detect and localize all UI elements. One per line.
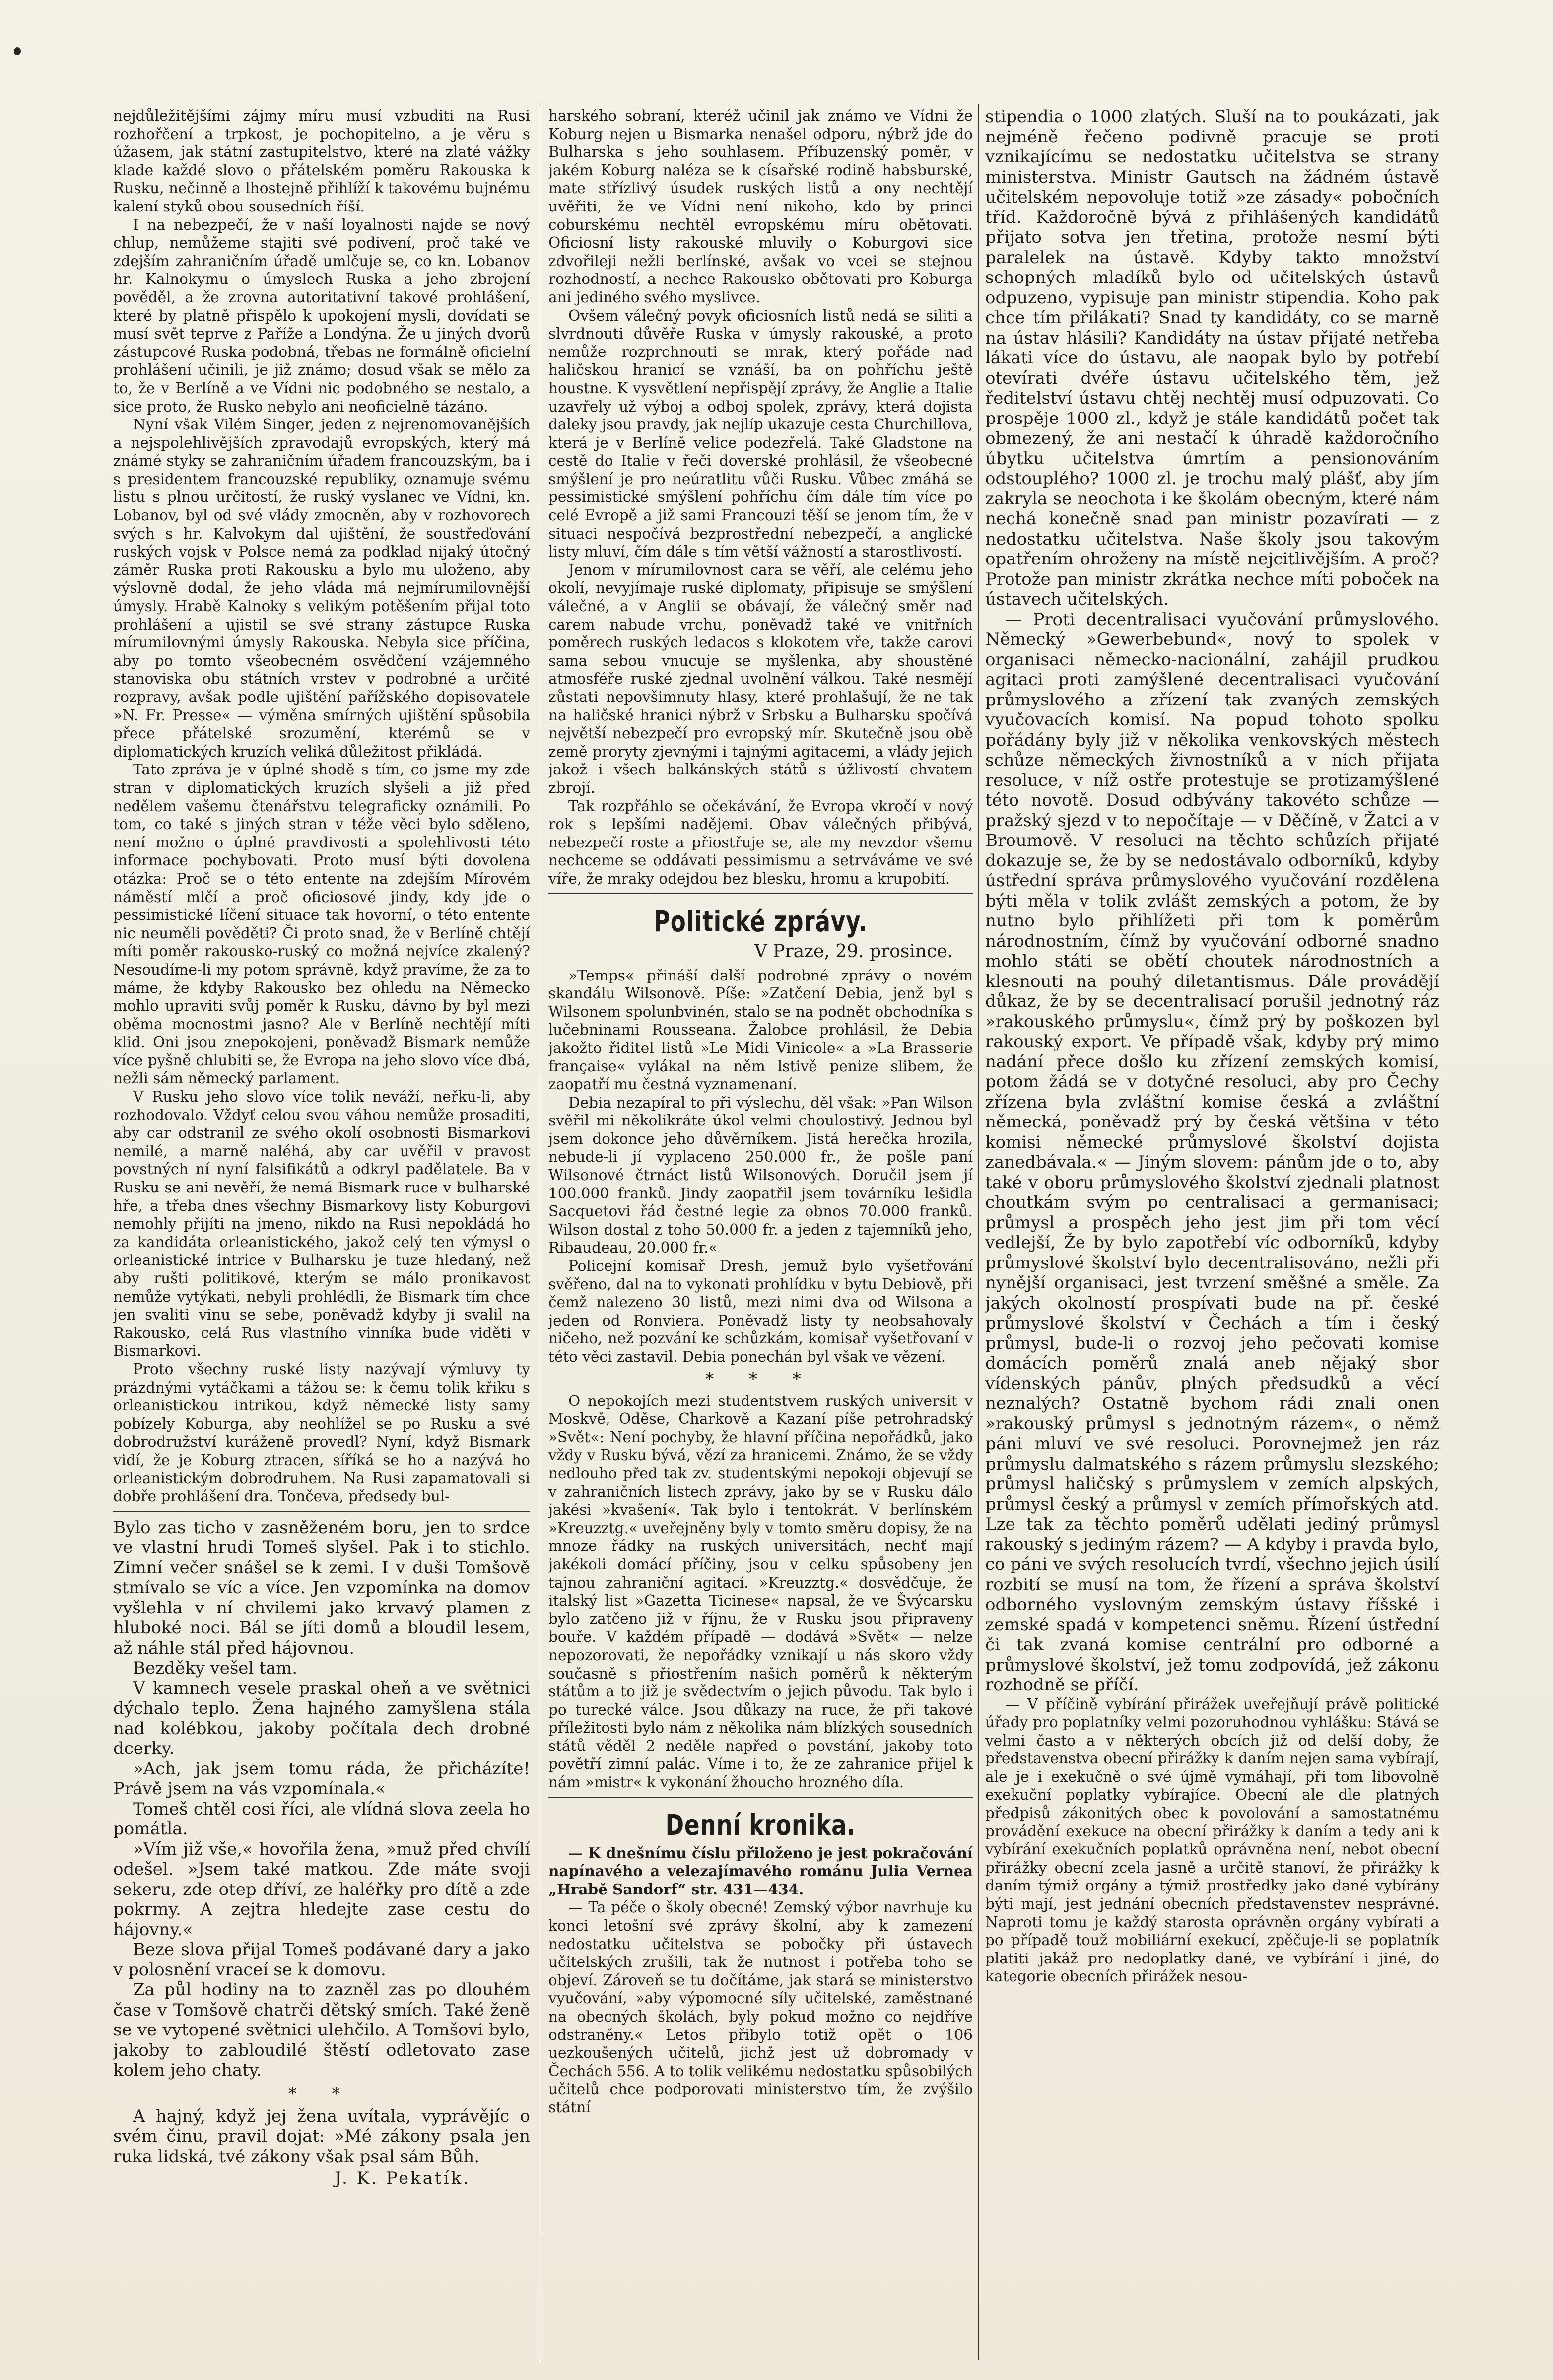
kronika-paragraph: — Ta péče o školy obecné! Zemský výbor navrhuje ku konci letošní své zprávy školní, aby k zamezení nedostatku učitelstva se pobočky při ústavech učitelských zrušili, tak že nutnost i potřeba toho se objeví. Zároveň se tu dočítáme, jak stará se ministerstvo vyučování, »aby výpomocné síly učitelské, zaměstnané na obecných školách, byly pokud možno co nejdříve odstraněny.« Letos přibylo totiž opět o 106 uezkoušených učitelů, jichž jest už dobromady v Čechách 556. A to tolik velikému nedostatku spůsobilých učitelů chce podporovati ministerstvo tím, že zvýšilo státní bbox=[548, 1899, 973, 2116]
article-paragraph: harského sobraní, kteréž učinil jak známo ve Vídni že Koburg nejen u Bismarka nenašel odporu, nýbrž jde do Bulharska s jeho souhlasem. Příbuzenský poměr, v jakém Koburg naléza se k císařské rodině habsburské, mate střízlivý úsudek ruských listů a ony nechtějí uvěřiti, že ve Vídni není nikoho, kdo by princi coburskému nechtěl evropskému míru obětovati. Oficiosní listy rakouské mluvily o Koburgovi sice zdvořileji nežli berlínské, avšak vo vcei se stejnou rozhodností, a nechce Rakousko obětovati pro Koburga ani jediného svého myslivce. bbox=[548, 107, 973, 306]
article-paragraph: nejdůležitějšími zájmy míru musí vzbuditi na Rusi rozhořčení a trpkost, je pochopitelno, a je věru s úžasem, jak státní zastupitelstvo, které na zlaté vážky klade každé slovo o přátelském poměru Rakouska k Rusku, nečinně a lhostejně přihlíží k takovému bujnému kalení styků obou sousedních říší. bbox=[113, 107, 530, 215]
article-paragraph: Jenom v mírumilovnost cara se věří, ale celému jeho okolí, nevyjímaje ruské diplomaty, připisuje se smýšlení válečné, a v Anglii se obávají, že válečný směr nad carem nabude vrchu, poněvadž také ve vnitřních poměrech ruských ledacos s klokotem vře, takže carovi sama sebou vnucuje se myšlenka, aby shoustěné atmosféře ruské zjednal uvolnění válkou. Také nesmějí zůstati nepovšimnuty hlasy, které prohlašují, že ne tak na haličské hranici nýbrž v Srbsku a Bulharsku spočívá největší nebezpečí pro evropský mír. Skutečně jsou obě země proryty zjevnými i tajnými agitacemi, a vlády jejich jakož i všech balkánských států s úžlivostí chvatem zbrojí. bbox=[548, 561, 973, 796]
column-rule bbox=[978, 104, 979, 2360]
article-paragraph: Ovšem válečný povyk oficiosních listů nedá se siliti a slvrdnouti důvěře Ruska v úmysly rakouské, a proto nemůže rozprchnouti se mrak, který pořáde nad haličskou hranicí se vznáší, ba on pohříchu ještě houstne. K vysvětlení nepřispějí zprávy, že Anglie a Italie uzavřely už výboj a odboj spolek, zprávy, která dojista daleky jsou pravdy, jak nejlíp ukazuje cesta Churchillova, která je v Berlíně velice podezřelá. Také Gladstone na cestě do Italie v řeči doverské prohlásil, že všeobecné smýšlení je pro neúratlitu vůči Rusku. Vůbec zmáhá se pessimistické smýšlení pohříchu čím dále tím více po celé Evropě a již sami Francouzi těší se jenom tím, že v situaci nespočívá bezprostřední nebezpečí, a anglické listy mluví, čím dále s tím větší vážností a starostlivostí. bbox=[548, 307, 973, 560]
kronika-paragraph: — V příčině vybírání přirážek uveřejňují právě politické úřady pro poplatníky velmi pozoruhodnou vyhlášku: Stává se velmi často a v některých obcích již od delší doby, že představenstva obecní přirážky k daním nejen sama vybírají, ale je i exekučně o své újmě vymáhají, při tom libovolně exekuční poplatky vybírajíce. Obecní ale dle platných předpisů zákonitých obec k povolování a samostatnému provádění exekuce na obecní přirážky k daním a tedy ani k vybírání exekučních poplatků oprávněna není, nebot obecní přirážky obecní zcela jasně a určitě stanoví, že přirážky k daním týmiž orgány a týmiž prostředky jako dané vybírány býti mají, jest jednání obecních představenstev nesprávné. Naproti tomu je každý starosta oprávněn orgány vybírati a po případě touž mobiliární exekucí, zpěčuje-li se poplatník platiti jakáž pro nedoplatky dané, ve vybírání i jiné, do kategorie obecních přirážek nesou- bbox=[985, 1695, 1439, 1985]
section-heading-denni-kronika: Denní kronika. bbox=[665, 1808, 856, 1842]
section-stars: * * bbox=[288, 2083, 355, 2103]
story-paragraph: Bylo zas ticho v zasněženém boru, jen to srdce ve vlastní hrudi Tomeš slyšel. Pak i to stichlo. Zimní večer snášel se k zemi. I v duši Tomšově stmívalo se víc a více. Jen vzpomínka na domov vyšlehla v ní chvilemi jako krvavý plamen z hluboké noci. Bál se jíti domů a bloudil lesem, až náhle stál před hájovnou. bbox=[113, 1517, 530, 1658]
kronika-paragraph: — Proti decentralisaci vyučování průmyslového. Německý »Gewerbebund«, nový to spolek v organisaci německo-nacionální, zahájil prudkou agitaci proti zamýšlené decentralisaci vyučování průmyslového a zřízení tak zvaných zemských vyučovacích komisí. Na popud tohoto spolku pořádány byly již v několika venkovských městech schůze německých živnostníků a v nich přijata resoluce, v níž ostře protestuje se protizamýšlené této novotě. Dosud odbývány takovéto schůze — pražský sjezd v to nepočítaje — v Děčíně, v Žatci a v Broumově. V resoluci na těchto schůzích přijaté dokazuje se, že by se nedostávalo odborníků, kdyby ústřední správa průmyslového vyučování rozdělena býti měla v tolik zvlášt zemských a potom, že by nutno bylo přihlížeti při tom k poměrům národnostním, čímž by vyučování odborné snadno mohlo státi se obětí choutek národnostních a klesnouti na pouhý diletantismus. Dále provádějí důkaz, že by se decentralisací porušil jednotný ráz »rakouského průmyslu«, čímž prý by poškozen byl rakouský export. Ve případě však, kdyby prý mimo nadání přece došlo ku zřízení zemských komisí, potom žádá se v dotyčné resoluci, aby pro Čechy zřízena byla zvláštní komise česká a zvláštní německá, poněvadž prý by česká většina v této komisi německé průmyslové školství dojista zanedbávala.« — Jiným slovem: pánům jde o to, aby také v oboru průmyslového školství zjednali platnost choutkám svým po centralisaci a germanisaci; průmysl a prospěch jeho jest jim při tom věcí vedlejší, Že by bylo zapotřebí víc odborníků, kdyby průmyslové školství bylo decentralisováno, nežli při nynější organisaci, jest tvrzení směšné a směle. Za jakých okolností prospívati bude na př. české průmyslové školství v Čechách a tím i český průmysl, bude-li o rozvoj jeho pečovati komise domácích poměrů znalá aneb nějaký sbor vídenských pánův, plných předsudků a věcí neznalých? Ostatně bychom rádi znali onen »rakouský průmysl s jednotným rázem«, o němž páni mluví ve své resoluci. Porovnejmež jen ráz průmyslu dalmatského s rázem průmyslu slezského; průmysl haličský s průmyslem v zemích alpských, průmysl český a průmysl v zemích přímořských atd. Lze tak za těchto poměrů udělati jediný průmysl rakouský s jediným rázem? — A kdyby i pravda bylo, co páni ve svých resolucích tvrdí, všechno jejich úsilí rozbití se musí na tom, že řízení a správa školství odborného vyslovným zemským ústavy říšské i zemské spadá v kompetenci sněmu. Řízení ústřední či tak zvaná komise centrální pro odborné a průmyslové školství, jež tomu zodpovídá, jež zákonu rozhodně se příčí. bbox=[985, 609, 1439, 1695]
news-paragraph: O nepokojích mezi studentstvem ruských universit v Moskvě, Oděse, Charkově a Kazaní píše petrohradský »Svět«: Není pochyby, že hlavní příčina nepořádků, jako vždy v Rusku bývá, vězí za hranicemi. Známo, že se vždy nedlouho před tak zv. studentskými nepokoji objevují se v zahraničních listech zprávy, jako by se v Rusku dálo jakési »kvašení«. Tak bylo i tentokrát. V berlínském »Kreuzztg.« uveřejněny byly v tomto směru dopisy, že na mnoze řádky na ruských universitách, nechť mají jakékoli domácí příčiny, jsou v celku spůsobeny jen tajnou zahraniční agitací. »Kreuzztg.« dosvědčuje, že italský list »Gazetta Ticinese« napsal, že ve Švýcarsku bylo zatčeno již v říjnu, že v Rusku jsou připraveny bouře. V každém případě — dodává »Svět« — nelze nepozorovati, že nepořádky vznikají u nás skoro vždy současně s přiostřením našich poměrů k některým státům a to již je svědectvím o jejich původu. Tak bylo i po turecké válce. Jsou důkazy na ruce, že při takové příležitosti bylo nám z několika nám blízkých sousedních států věděl 2 neděle napřed o povstání, jakoby toto povětří zimní palác. Víme i to, že ze zahranice přijel k nám »mistr« k vykonání žhoucho hrozného díla. bbox=[548, 1392, 973, 1791]
story-paragraph: »Ach, jak jsem tomu ráda, že přicházíte! Právě jsem na vás vzpomínala.« bbox=[113, 1758, 530, 1799]
story-paragraph: Tomeš chtěl cosi říci, ale vlídná slova zeela ho pomátla. bbox=[113, 1799, 530, 1839]
column-2 bbox=[548, 107, 973, 2360]
column-1 bbox=[113, 107, 530, 2360]
story-paragraph: V kamnech vesele praskal oheň a ve světnici dýchalo teplo. Žena hajného zamyšlena stála nad kolébkou, jakoby počítala dech drobné dcerky. bbox=[113, 1678, 530, 1759]
story-paragraph: A hajný, když jej žena uvítala, vyprávějíc o svém činu, pravil dojat: »Mé zákony psala jen ruka lidská, tvé zákony však psal sám Bůh. bbox=[113, 2106, 530, 2167]
story-paragraph: »Vím již vše,« hovořila žena, »muž před chvílí odešel. »Jsem také matkou. Zde máte svoji sekeru, zde otep dříví, ze haléřky pro dítě a zde pokrmy. A zejtra hledejte zase cestu do hájovny.« bbox=[113, 1839, 530, 1940]
author-signature: J. K. Pekatík. bbox=[335, 2169, 471, 2189]
kronika-paragraph: stipendia o 1000 zlatých. Sluší na to poukázati, jak nejméně řečeno podivně pracuje se proti vznikajícímu se nedostatku učitelstva se strany ministerstva. Ministr Gautsch na žádném ústavě učitelském nepovoluje totiž »ze zásady« pobočních tříd. Každoročně bývá z přihlášených kandidátů přijato sotva jen třetina, protože nesmí býti paralelek na ústavě. Kdyby takto množství schopných mladíků bylo od učitelských ústavů odpuzeno, vypisuje pan ministr stipendia. Koho pak chce tím přilákati? Snad ty kandidáty, co se marně na ústav hlásili? Kandidáty na ústav přijaté netřeba lákati více do ústavu, ale naopak bylo by potřebí otevírati dvéře ústavu učitelského těm, jež ředitelství ústavu chtěj nechtěj musí odpuzovati. Co prospěje 1000 zl., když je stále kandidátů počet tak obmezený, že ani nestačí k úhradě každoročního úbytku učitelstva úmrtím a pensionováním odstouplého? 1000 zl. je trochu malý plášť, aby jím zakryla se neochota i ke školám obecným, které nám nechá konečně snad pan ministr pozavírati — z nedostatku učitelstva. Naše školy jsou takovým opatřením ohroženy na místě nejcitlivějším. A proč? Protože pan ministr zkrátka nechce míti poboček na ústavech učitelských. bbox=[985, 107, 1439, 609]
section-heading-politicke-zpravy: Politické zprávy. bbox=[653, 904, 868, 938]
section-divider bbox=[548, 893, 973, 894]
story-paragraph: Bezděky vešel tam. bbox=[133, 1658, 298, 1679]
ink-dot bbox=[14, 47, 21, 55]
feuilleton bbox=[113, 1518, 530, 2189]
news-paragraph: Debia nezapíral to při výslechu, děl však: »Pan Wilson svěřil mi několikráte úkol velmi choulostivý. Jednou byl jsem dokonce jeho důvěrníkem. Jistá herečka hrozila, nebude-li jí vyplaceno 250.000 fr., že pošle paní Wilsonové čtrnáct listů Wilsonových. Doručil jsem jí 100.000 franků. Jindy zaopatřil jsem továrníku lešidla Sacquetovi řád čestné legie za obnos 70.000 franků. Wilson dostal z toho 50.000 fr. a jeden z tajemníků jeho, Ribaudeau, 20.000 fr.« bbox=[548, 1094, 973, 1257]
section-divider bbox=[548, 1797, 973, 1798]
article-paragraph: I na nebezpečí, že v naší loyalnosti najde se nový chlup, nemůžeme stajiti své podivení, proč také ve zdejším zahraničním úřadě umlčuje se, co kn. Lobanov hr. Kalnokymu o úmyslech Ruska a jeho zbrojení pověděl, a že zrovna autoritativní takové prohlášení, které by platně přispělo k upokojení mysli, dovídati se musí svět teprve z Paříže a Londýna. Že u jiných dvorů zástupcové Ruska podobná, třebas ne formálně oficielní prohlášení učinili, je již známo; dosud však se mělo za to, že v Berlíně a ve Vídni nic podobného se nestalo, a sice proto, že Rusko nebylo ani neoficielně tázáno. bbox=[113, 216, 530, 415]
article-paragraph: Nyní však Vilém Singer, jeden z nejrenomovanějších a nejspolehlivějších zpravodajů evropských, který má známé styky se zahraničním úřadem francouzským, ba i s presidentem francouzské republiky, oznamuje svému listu s plnou určitostí, že ruský vyslanec ve Vídni, kn. Lobanov, byl od své vlády zmocněn, aby v rozhovorech svých s hr. Kalvokym dal ujištění, že soustřeďování ruských vojsk v Polsce nemá za podklad nijaký útočný záměr Ruska proti Rakousku a bylo mu uloženo, aby výslovně dodal, že jeho vláda má nejmírumilovnější úmysly. Hrabě Kalnoky s velikým potěšením přijal toto prohlášení a ujistil se své strany zástupce Ruska mírumilovnými úmysly Rakouska. Nebyla sice příčina, aby po tomto všeobecném osvědčení vzájemného stanoviska obu státních vrstev v podrobné a určité rozpravy, avšak podle ujištění pařížského dopisovatele »N. Fr. Presse« — výměna smírných ujištění spůsobila přece přátelské srozumění, kterémů se v diplomatických kruzích veliká důležitost přikládá. bbox=[113, 416, 530, 760]
section-stars: * * * bbox=[705, 1369, 816, 1389]
article-paragraph: V Rusku jeho slovo více tolik neváží, neřku-li, aby rozhodovalo. Vždyť celou svou váhou nemůže prosaditi, aby car odstranil ze svého okolí osobnosti Bismarkovi nemilé, a marně naléhá, aby car uvěřil v pravost povstných ní nyní falsifikátů a odkryl padělatele. Ba v Rusku se ani nevěří, že nemá Bismark ruce v bulharské hře, a třeba dnes všechny Bismarkovy listy Koburgovi nemohly přijíti na jmeno, nikdo na Rusi nepokládá ho za kandidáta orleanistického, jakož celý ten výmysl o orleanistické intrice v Bulharsku je tuze hledaný, než aby rušti politikové, kterým se málo pronikavost nemůže vytýkati, nebyli prohlédli, že Bismark tím chce jen svaliti vinu se sebe, poněvadž kdyby ji svalil na Rakousko, celá Rus vlastního vinníka bude viděti v Bismarkovi. bbox=[113, 1088, 530, 1360]
news-paragraph: Policejní komisař Dresh, jemuž bylo vyšetřování svěřeno, dal na to vykonati prohlídku v bytu Debiově, při čemž nalezeno 30 listů, mezi nimi dva od Wilsona a jeden od Ronviera. Poněvadž listy ty neobsahovaly ničeho, než pozvání ke schůzkám, komisař vyšetřovaní v této věci zastavil. Debia ponechán byl však ve vězení. bbox=[548, 1258, 973, 1365]
feuilleton-divider bbox=[113, 1511, 530, 1512]
dateline: V Praze, 29. prosince. bbox=[754, 941, 953, 962]
story-paragraph: Za půl hodiny na to zazněl zas po dlouhém čase v Tomšově chatrči dětský smích. Také ženě se ve vytopené světnici ulehčilo. A Tomšovi bylo, jakoby to zabloudilé štěstí odletovato zase kolem jeho chaty. bbox=[113, 1980, 530, 2081]
kronika-paragraph: — K dnešnímu číslu přiloženo je jest pokračování napínavého a velezajímavého románu Julia Vernea „Hrabě Sandorf“ str. 431—434. bbox=[548, 1844, 973, 1898]
article-paragraph: Tak rozpřáhlo se očekávání, že Evropa vkročí v nový rok s lepšími nadějemi. Obav válečných přibývá, nebezpečí roste a přiostřuje se, ale my nevzdor všemu nechceme se oddávati pessimismu a setrváváme ve své víře, že mraky odejdou bez blesku, hromu a krupobití. bbox=[548, 797, 973, 887]
article-paragraph: Tato zpráva je v úplné shodě s tím, co jsme my zde stran v diplomatických kruzích slyšeli a již před nedělem vašemu čtenářstvu telegraficky oznámili. Po tom, co také s jiných stran v téže věci bylo sděleno, není možno o úplné pravdivosti a spolehlivosti této informace pochybovati. Proto musí býti dovolena otázka: Proč se o této entente na zdejším Mírovém náměstí mlčí a proč oficiosové jindy, kdy jde o pessimistické líčení situace tak hovorní, o této entente nic neuměli pověděti? Či proto snad, že v Berlíně chtějí míti poměr rakousko-ruský co možná nejvíce zkalený? Nesoudíme-li my potom správně, když pravíme, že za to máme, že kdyby Rakousko bez ohledu na Německo mohlo upraviti svůj poměr k Rusku, dávno by byl mezi oběma mocnostmi jasno? Ale v Berlíně nechtějí míti klid. Oni jsou znepokojeni, poněvadž Bismark nemůže více pyšně chlubiti se, že Evropa na jeho slovo více dbá, nežli sám německý parlament. bbox=[113, 761, 530, 1087]
column-3 bbox=[985, 107, 1439, 2360]
article-paragraph: Proto všechny ruské listy nazývají výmluvy ty prázdnými vytáčkami a tážou se: k čemu tolik křiku s orleanistickou intrikou, když německé listy samy pobízely Koburga, aby neohlížel se po Rusku a své dobrodružství kuráženě provedl? Nyní, když Bismark vidí, že je Koburg ztracen, síříká se ho a nazývá ho orleanistickým dobrodruhem. Na Rusi zapamatovali si dobře prohlášení dra. Tončeva, předsedy bul- bbox=[113, 1360, 530, 1505]
news-paragraph: »Temps« přináší další podrobné zprávy o novém skandálu Wilsonově. Píše: »Zatčení Debia, jenž byl s Wilsonem spolunbvinén, stalo se na podnět obchodníka s lučebninami Rousseana. Žalobce prohlásil, že Debia jakožto řiditel listů »Le Midi Vinicole« a »La Brasserie française« vylákal na něm lstivě penize slibem, že zaopatří mu čestná vyznamenaní. bbox=[548, 967, 973, 1093]
story-paragraph: Beze slova přijal Tomeš podávané dary a jako v polosnění vraceí se k domovu. bbox=[113, 1940, 530, 1980]
